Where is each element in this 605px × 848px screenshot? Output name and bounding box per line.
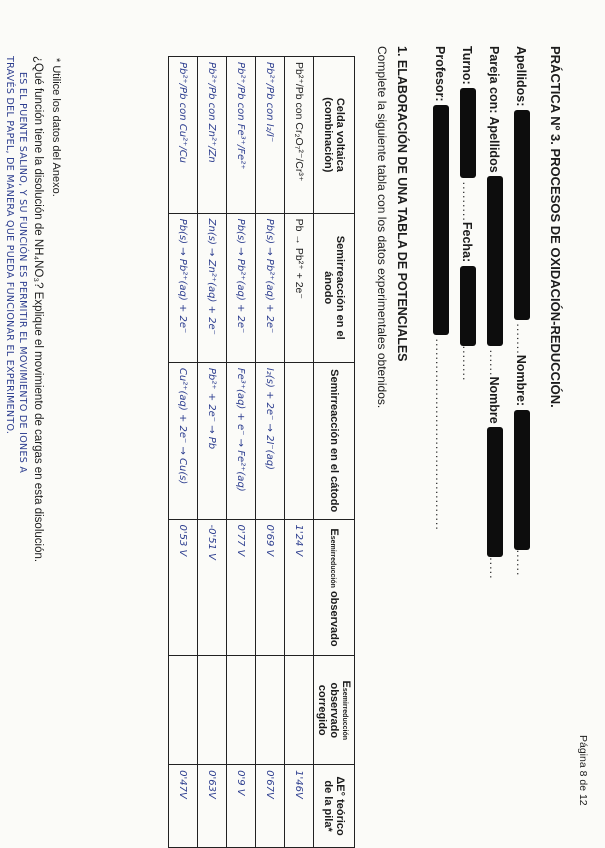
- cell-delta: 0'47V: [169, 765, 198, 848]
- potentials-table: [168, 56, 355, 848]
- redacted-name: [514, 410, 530, 550]
- pareja-row: Pareja con: Apellidos ......Nombre .....: [487, 46, 501, 580]
- cell-anodo: Pb(s) → Pb²⁺(aq) + 2e⁻: [227, 213, 256, 362]
- cell-anodo: Zn(s) → Zn²⁺(aq) + 2e⁻: [198, 213, 227, 362]
- fecha-label: Fecha:: [460, 221, 474, 263]
- header-celda: Celda voltaica (combinación): [314, 57, 355, 214]
- pareja-label: Pareja con: Apellidos: [487, 46, 501, 173]
- cell-e-corregido: [198, 656, 227, 765]
- cell-catodo: Fe³⁺(aq) + e⁻ → Fe²⁺(aq): [227, 362, 256, 519]
- table-row: [256, 57, 285, 848]
- cell-e-observado: 1'24 V: [285, 519, 314, 656]
- pareja-nombre-label: Nombre: [487, 376, 501, 424]
- turno-row: Turno: .........Fecha: ........: [460, 46, 474, 382]
- cell-catodo: Cu²⁺(aq) + 2e⁻ → Cu(s): [169, 362, 198, 519]
- cell-delta: 1'46V: [285, 765, 314, 848]
- cell-delta: 0'63V: [198, 765, 227, 848]
- cell-celda: Pb²⁺/Pb con Cu²⁺/Cu: [169, 57, 198, 214]
- cell-delta: 0'67V: [256, 765, 285, 848]
- header-e-corregido: Esemirreducción observado corregido: [314, 656, 355, 765]
- handwritten-answer-line-1: ES EL PUENTE SALINO, Y SU FUNCIÓN ES PERMITIR EL MOVIMIENTO DE IONES A: [17, 72, 28, 474]
- redacted-partner-surname: [487, 176, 503, 346]
- cell-e-corregido: [285, 656, 314, 765]
- redacted-surname: [514, 110, 530, 320]
- profesor-row: Profesor: ...........................................: [433, 46, 447, 531]
- cell-delta: 0'9 V: [227, 765, 256, 848]
- cell-anodo: Pb(s) → Pb²⁺(aq) + 2e⁻: [169, 213, 198, 362]
- cell-catodo: [285, 362, 314, 519]
- cell-e-corregido: [256, 656, 285, 765]
- redacted-partner-name: [487, 427, 503, 557]
- turno-label: Turno:: [460, 46, 474, 85]
- cell-e-corregido: [227, 656, 256, 765]
- header-anodo: Semirreacción en el ánodo: [314, 213, 355, 362]
- practice-title: PRÁCTICA Nº 3. PROCESOS DE OXIDACIÓN-REDUCCIÓN.: [548, 46, 563, 408]
- header-delta: ΔE° teórico de la pila*: [314, 765, 355, 848]
- annex-note: * Utilice los datos del Anexo.: [50, 58, 62, 197]
- table-row: [285, 57, 314, 848]
- apellidos-label: Apellidos:: [514, 46, 528, 107]
- cell-celda: Pb²⁺/Pb con Zn²⁺/Zn: [198, 57, 227, 214]
- redacted-profesor: [433, 105, 449, 335]
- cell-catodo: I₂(s) + 2e⁻ → 2I⁻(aq): [256, 362, 285, 519]
- apellidos-row: Apellidos: .......Nombre: ......: [514, 46, 528, 577]
- section-subtitle: Complete la siguiente tabla con los datos experimentales obtenidos.: [375, 46, 389, 409]
- cell-e-observado: 0'77 V: [227, 519, 256, 656]
- table-row: [169, 57, 198, 848]
- header: [422, 46, 563, 806]
- question-text: ¿Qué función tiene la disolución de NH₄NO₃? Explique el movimiento de cargas en esta disolución.: [32, 56, 44, 563]
- table-row: [227, 57, 256, 848]
- redacted-turno: [460, 88, 476, 178]
- profesor-label: Profesor:: [433, 46, 447, 102]
- cell-anodo: Pb(s) → Pb²⁺(aq) + 2e⁻: [256, 213, 285, 362]
- cell-celda: Pb²⁺/Pb con Cr₂O₇²⁻/Cr³⁺: [285, 57, 314, 214]
- cell-e-observado: 0'53 V: [169, 519, 198, 656]
- handwritten-answer-line-2: TRAVÉS DEL PAPEL, DE MANERA QUE PUEDA FUNCIONAR EL EXPERIMENTO.: [4, 56, 15, 435]
- page-number: Página 8 de 12: [577, 735, 589, 806]
- cell-catodo: Pb²⁺ + 2e⁻ → Pb: [198, 362, 227, 519]
- nombre-label: Nombre:: [514, 354, 528, 407]
- header-e-observado: Esemirreducción observado: [314, 519, 355, 656]
- table-row: [198, 57, 227, 848]
- section-1: [375, 46, 409, 806]
- table-header-row: [314, 57, 355, 848]
- redacted-fecha: [460, 266, 476, 346]
- cell-e-observado: 0'69 V: [256, 519, 285, 656]
- cell-anodo: Pb → Pb²⁺ + 2e⁻: [285, 213, 314, 362]
- header-catodo: Semirreacción en el cátodo: [314, 362, 355, 519]
- section-title: 1. ELABORACIÓN DE UNA TABLA DE POTENCIALES: [395, 46, 409, 362]
- cell-e-corregido: [169, 656, 198, 765]
- cell-e-observado: -0'51 V: [198, 519, 227, 656]
- cell-celda: Pb²⁺/Pb con Fe³⁺/Fe²⁺: [227, 57, 256, 214]
- cell-celda: Pb²⁺/Pb con I₂/I⁻: [256, 57, 285, 214]
